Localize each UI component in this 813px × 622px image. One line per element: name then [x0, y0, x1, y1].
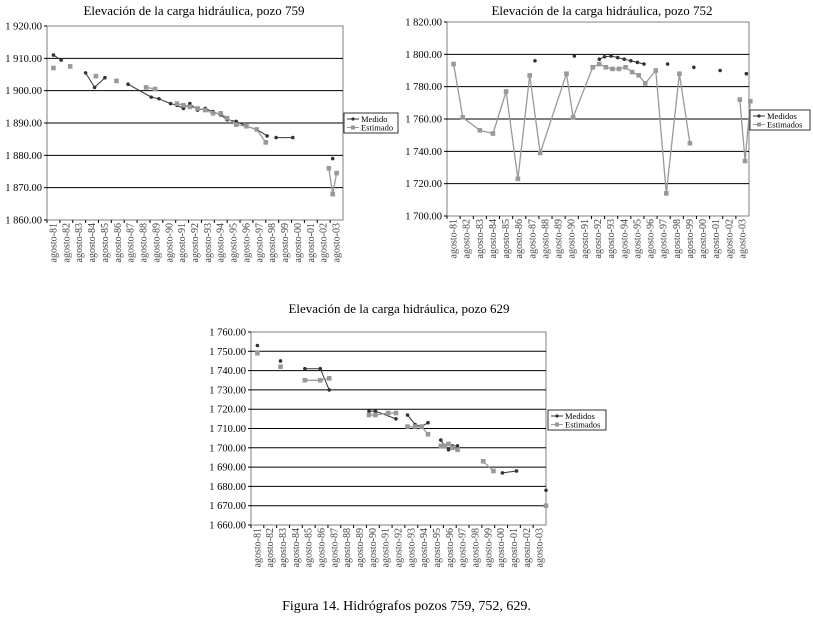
data-point	[460, 115, 465, 120]
data-point	[666, 62, 670, 66]
y-tick-label: 1 890.00	[5, 118, 42, 130]
x-tick-label: agosto-01	[508, 528, 520, 568]
chart-1	[5, 3, 398, 262]
data-point	[225, 116, 230, 121]
data-point	[516, 177, 521, 182]
series-medido	[52, 53, 335, 160]
series-estimado	[51, 64, 339, 196]
x-tick-label: agosto-93	[202, 223, 214, 263]
data-point	[544, 488, 548, 492]
x-tick-label: agosto-03	[737, 219, 749, 259]
data-point	[642, 62, 646, 66]
x-tick-label: agosto-86	[112, 223, 124, 263]
y-tick-label: 1 870.00	[5, 183, 42, 195]
data-point	[94, 74, 99, 79]
data-point	[181, 103, 186, 108]
legend-marker	[351, 117, 354, 120]
x-tick-label: agosto-92	[393, 528, 405, 568]
data-point	[256, 344, 260, 348]
data-point	[157, 97, 161, 101]
x-tick-label: agosto-02	[521, 528, 533, 568]
data-point	[609, 54, 613, 58]
x-tick-label: agosto-97	[658, 219, 670, 259]
y-tick-label: 1 710.00	[209, 424, 246, 435]
data-point	[93, 86, 97, 90]
figure-caption: Figura 14. Hidrógrafos pozos 759, 752, 629.	[282, 599, 531, 614]
y-tick-label: 1 900.00	[5, 86, 42, 98]
data-point	[610, 67, 615, 72]
data-point	[234, 122, 239, 127]
y-tick-label: 1 820.00	[405, 17, 442, 29]
data-point	[623, 65, 628, 70]
data-point	[144, 85, 149, 90]
data-point	[367, 413, 372, 418]
x-tick-label: agosto-98	[470, 528, 482, 568]
data-point	[456, 444, 460, 448]
x-tick-label: agosto-91	[380, 528, 392, 568]
data-point	[274, 136, 278, 140]
data-point	[318, 378, 323, 383]
data-point	[597, 62, 602, 67]
data-point	[501, 471, 505, 475]
y-tick-label: 1 760.00	[405, 114, 442, 126]
data-point	[664, 191, 669, 196]
chart-title: Elevación de la carga hidráulica, pozo 759	[83, 3, 305, 18]
data-point	[629, 59, 633, 63]
data-point	[598, 57, 602, 61]
x-tick-label: agosto-88	[540, 219, 552, 259]
x-tick-label: agosto-85	[303, 528, 315, 568]
data-point	[677, 71, 682, 76]
chart-title: Elevación de la carga hidráulica, pozo 752	[491, 3, 713, 18]
x-tick-label: agosto-01	[305, 223, 317, 263]
data-point	[504, 89, 509, 94]
data-point	[218, 111, 223, 116]
legend	[548, 410, 606, 430]
x-tick-label: agosto-02	[318, 223, 330, 263]
data-point	[51, 66, 56, 71]
y-tick-label: 1 730.00	[209, 385, 246, 397]
legend-marker	[757, 114, 760, 117]
series-estimado	[451, 62, 752, 196]
x-tick-label: agosto-90	[566, 219, 578, 259]
data-point	[603, 55, 607, 59]
y-tick-label: 1 780.00	[405, 82, 442, 94]
data-point	[394, 417, 398, 421]
x-tick-label: agosto-81	[252, 528, 264, 568]
data-point	[84, 71, 88, 75]
data-point	[455, 447, 460, 452]
y-tick-label: 1 920.00	[5, 21, 42, 33]
x-tick-label: agosto-95	[228, 223, 240, 263]
x-tick-label: agosto-92	[593, 219, 604, 259]
x-tick-label: agosto-94	[419, 528, 431, 568]
x-tick-label: agosto-96	[444, 528, 456, 568]
x-tick-label: agosto-82	[61, 223, 73, 263]
data-point	[188, 105, 193, 110]
y-tick-label: 1 700.00	[209, 443, 246, 455]
data-point	[419, 424, 424, 429]
data-point	[126, 82, 130, 86]
x-tick-label: agosto-87	[125, 223, 137, 263]
x-tick-label: agosto-83	[74, 223, 86, 263]
x-tick-label: agosto-00	[698, 219, 710, 259]
x-tick-label: agosto-00	[496, 528, 508, 568]
data-point	[564, 71, 569, 76]
series-medido	[256, 344, 548, 492]
x-tick-label: agosto-03	[331, 223, 343, 263]
legend	[750, 110, 810, 130]
x-tick-label: agosto-94	[619, 219, 631, 259]
data-point	[426, 421, 430, 425]
x-tick-label: agosto-00	[292, 223, 304, 263]
data-point	[211, 111, 216, 116]
data-point	[169, 102, 173, 106]
data-point	[373, 413, 378, 418]
data-point	[103, 76, 107, 80]
x-tick-label: agosto-96	[645, 219, 657, 259]
data-point	[327, 166, 332, 171]
data-point	[318, 367, 322, 371]
data-point	[406, 413, 410, 417]
x-tick-label: agosto-94	[215, 223, 227, 263]
data-point	[68, 64, 73, 69]
data-point	[571, 115, 576, 120]
x-tick-label: agosto-90	[367, 528, 379, 568]
x-tick-label: agosto-85	[99, 223, 111, 263]
legend-label: Estimado	[361, 122, 394, 133]
data-point	[367, 409, 371, 413]
y-tick-label: 1 680.00	[209, 481, 246, 493]
data-point	[738, 97, 743, 102]
x-tick-label: agosto-83	[474, 219, 486, 259]
data-point	[692, 65, 696, 69]
legend-label: Medidos	[767, 111, 797, 121]
x-tick-label: agosto-98	[267, 223, 279, 263]
data-point	[544, 503, 549, 508]
data-point	[481, 459, 486, 464]
data-point	[636, 61, 640, 65]
y-tick-label: 1 880.00	[5, 150, 42, 162]
data-point	[527, 73, 532, 78]
y-tick-label: 1 740.00	[209, 366, 246, 378]
x-tick-label: agosto-95	[632, 219, 644, 259]
data-point	[203, 108, 208, 113]
data-point	[653, 68, 658, 73]
data-point	[413, 424, 418, 429]
x-tick-label: agosto-81	[48, 223, 60, 263]
x-tick-label: agosto-83	[278, 528, 290, 568]
data-point	[278, 364, 283, 369]
data-point	[617, 67, 622, 72]
x-tick-label: agosto-86	[514, 219, 526, 259]
y-tick-label: 1 690.00	[209, 462, 246, 474]
legend-marker	[351, 126, 355, 130]
y-tick-label: 1 740.00	[405, 146, 442, 158]
x-tick-label: agosto-88	[138, 223, 150, 263]
data-point	[195, 106, 200, 111]
data-point	[386, 411, 391, 416]
y-tick-label: 1 860.00	[5, 215, 42, 227]
y-tick-label: 1 700.00	[405, 211, 442, 223]
x-tick-label: agosto-91	[177, 223, 189, 263]
data-point	[622, 57, 626, 61]
x-tick-label: agosto-87	[527, 219, 539, 259]
x-tick-label: agosto-82	[265, 528, 277, 568]
x-tick-label: agosto-02	[724, 219, 736, 259]
data-point	[327, 388, 331, 392]
x-tick-label: agosto-93	[606, 219, 618, 259]
x-tick-label: agosto-91	[579, 219, 591, 259]
data-point	[451, 62, 456, 67]
data-point	[114, 79, 119, 84]
x-tick-label: agosto-95	[431, 528, 443, 568]
data-point	[327, 376, 332, 381]
data-point	[175, 101, 180, 106]
x-tick-label: agosto-03	[534, 528, 546, 568]
x-tick-label: agosto-85	[501, 219, 513, 259]
data-point	[447, 448, 451, 452]
data-point	[743, 159, 748, 164]
data-point	[745, 72, 749, 76]
data-point	[303, 367, 307, 371]
data-point	[573, 54, 577, 58]
data-point	[394, 411, 399, 416]
data-point	[636, 73, 641, 78]
chart-title: Elevación de la carga hidráulica, pozo 629	[288, 301, 510, 316]
data-point	[374, 409, 378, 413]
data-point	[616, 56, 620, 60]
data-point	[748, 99, 753, 104]
data-point	[538, 151, 543, 156]
x-tick-label: agosto-86	[316, 528, 328, 568]
y-tick-label: 1 720.00	[209, 404, 246, 416]
legend-marker	[555, 423, 559, 427]
data-point	[265, 134, 269, 138]
x-tick-label: agosto-88	[342, 528, 354, 568]
x-tick-label: agosto-99	[684, 219, 696, 259]
legend-label: Estimados	[565, 419, 601, 430]
series-line	[454, 64, 690, 193]
series-line	[408, 415, 429, 427]
data-point	[491, 469, 496, 474]
data-point	[279, 359, 283, 363]
x-tick-label: agosto-01	[711, 219, 723, 259]
data-point	[303, 378, 308, 383]
x-tick-label: agosto-92	[190, 223, 201, 263]
x-tick-label: agosto-98	[671, 219, 683, 259]
x-tick-label: agosto-90	[164, 223, 176, 263]
data-point	[604, 65, 609, 70]
x-tick-label: agosto-84	[487, 219, 499, 259]
data-point	[59, 58, 63, 62]
data-point	[331, 157, 335, 161]
y-tick-label: 1 750.00	[209, 346, 246, 358]
x-tick-label: agosto-81	[448, 219, 460, 259]
x-tick-label: agosto-99	[280, 223, 292, 263]
x-tick-label: agosto-99	[483, 528, 495, 568]
data-point	[263, 140, 268, 145]
x-tick-label: agosto-84	[290, 528, 302, 568]
x-tick-label: agosto-89	[151, 223, 163, 263]
data-point	[149, 95, 153, 99]
y-tick-label: 1 760.00	[209, 327, 246, 339]
data-point	[244, 124, 249, 129]
chart-2	[405, 3, 810, 258]
data-point	[439, 438, 443, 442]
data-point	[478, 128, 483, 133]
x-tick-label: agosto-96	[241, 223, 253, 263]
data-point	[515, 469, 519, 473]
x-tick-label: agosto-82	[461, 219, 473, 259]
y-tick-label: 1 910.00	[5, 53, 42, 65]
legend-marker	[757, 123, 761, 127]
x-tick-label: agosto-97	[254, 223, 266, 263]
data-point	[491, 131, 496, 136]
data-point	[330, 192, 335, 197]
data-point	[405, 424, 410, 429]
y-tick-label: 1 660.00	[209, 520, 246, 532]
data-point	[533, 59, 537, 63]
series-line	[408, 427, 429, 435]
data-point	[450, 446, 455, 451]
data-point	[334, 171, 339, 176]
data-point	[718, 69, 722, 73]
x-tick-label: agosto-89	[355, 528, 367, 568]
series-line	[502, 471, 516, 473]
data-point	[630, 70, 635, 75]
series-line	[369, 413, 396, 415]
data-point	[590, 65, 595, 70]
y-tick-label: 1 670.00	[209, 501, 246, 513]
legend-marker	[555, 414, 558, 417]
data-point	[688, 141, 693, 146]
legend-label: Medidos	[565, 411, 595, 421]
x-tick-label: agosto-89	[553, 219, 565, 259]
series-estimado	[255, 351, 548, 508]
data-point	[52, 53, 56, 57]
legend-label: Medido	[361, 114, 388, 124]
data-point	[153, 87, 158, 92]
data-point	[291, 136, 295, 140]
data-point	[255, 351, 260, 356]
x-tick-label: agosto-87	[329, 528, 341, 568]
x-tick-label: agosto-97	[457, 528, 469, 568]
x-tick-label: agosto-84	[87, 223, 99, 263]
data-point	[254, 127, 259, 132]
y-tick-label: 1 720.00	[405, 179, 442, 191]
y-tick-label: 1 800.00	[405, 49, 442, 61]
legend	[344, 113, 398, 133]
x-tick-label: agosto-93	[406, 528, 418, 568]
data-point	[643, 81, 648, 86]
legend-label: Estimados	[767, 119, 803, 130]
chart-3	[209, 301, 606, 567]
data-point	[426, 432, 431, 437]
